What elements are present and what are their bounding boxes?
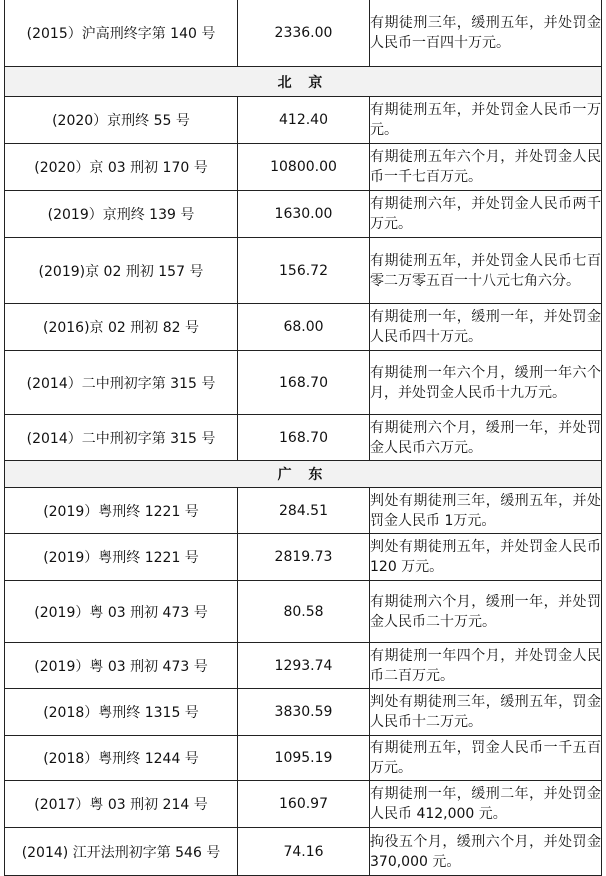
sentence-cell: 判处有期徒刑三年，缓刑五年，罚金人民币十二万元。 bbox=[370, 689, 602, 736]
amount-cell: 1630.00 bbox=[238, 191, 370, 238]
table-row bbox=[5, 351, 602, 415]
case-number-cell: (2014）二中刑初字第 315 号 bbox=[5, 351, 238, 415]
sentence-cell: 有期徒刑一年，缓刑一年，并处罚金人民币四十万元。 bbox=[370, 304, 602, 351]
sentence-cell: 有期徒刑三年，缓刑五年，并处罚金人民币一百四十万元。 bbox=[370, 0, 602, 67]
table-row bbox=[5, 144, 602, 191]
table-row bbox=[5, 415, 602, 461]
table-row bbox=[5, 689, 602, 736]
amount-cell: 10800.00 bbox=[238, 144, 370, 191]
case-number-cell: (2018）粤刑终 1244 号 bbox=[5, 736, 238, 781]
amount-cell: 168.70 bbox=[238, 415, 370, 461]
amount-cell: 412.40 bbox=[238, 97, 370, 144]
sentence-cell: 有期徒刑六个月，缓刑一年，并处罚金人民币六万元。 bbox=[370, 415, 602, 461]
sentence-cell: 有期徒刑一年四个月，并处罚金人民币二百万元。 bbox=[370, 643, 602, 689]
amount-cell: 160.97 bbox=[238, 781, 370, 828]
amount-cell: 68.00 bbox=[238, 304, 370, 351]
table-row bbox=[5, 488, 602, 534]
sentence-cell: 有期徒刑六个月，缓刑一年，并处罚金人民币二十万元。 bbox=[370, 581, 602, 643]
region-header-beijing: 北 京 bbox=[5, 67, 602, 97]
table-row bbox=[5, 581, 602, 643]
table-row bbox=[5, 781, 602, 828]
sentence-cell: 判处有期徒刑五年，并处罚金人民币 120 万元。 bbox=[370, 534, 602, 581]
case-number-cell: (2019）粤刑终 1221 号 bbox=[5, 488, 238, 534]
case-number-cell: (2019)京 02 刑初 157 号 bbox=[5, 238, 238, 304]
sentence-cell: 有期徒刑五年，并处罚金人民币七百零二万零五百一十八元七角六分。 bbox=[370, 238, 602, 304]
sentence-cell: 判处有期徒刑三年，缓刑五年，并处罚金人民币 1万元。 bbox=[370, 488, 602, 534]
case-number-cell: (2018）粤刑终 1315 号 bbox=[5, 689, 238, 736]
sentence-cell: 有期徒刑一年六个月，缓刑一年六个月，并处罚金人民币十九万元。 bbox=[370, 351, 602, 415]
table-row bbox=[5, 304, 602, 351]
amount-cell: 168.70 bbox=[238, 351, 370, 415]
sentence-cell: 有期徒刑五年，罚金人民币一千五百万元。 bbox=[370, 736, 602, 781]
case-number-cell: (2019）粤 03 刑初 473 号 bbox=[5, 581, 238, 643]
amount-cell: 3830.59 bbox=[238, 689, 370, 736]
sentence-cell: 有期徒刑六年，并处罚金人民币两千万元。 bbox=[370, 191, 602, 238]
case-number-cell: (2020）京 03 刑初 170 号 bbox=[5, 144, 238, 191]
case-number-cell: (2014）二中刑初字第 315 号 bbox=[5, 415, 238, 461]
amount-cell: 2336.00 bbox=[238, 0, 370, 67]
region-header-guangdong: 广 东 bbox=[5, 461, 602, 488]
region-header-row bbox=[5, 461, 602, 488]
case-number-cell: (2016)京 02 刑初 82 号 bbox=[5, 304, 238, 351]
sentence-cell: 有期徒刑五年六个月，并处罚金人民币一千七百万元。 bbox=[370, 144, 602, 191]
case-number-cell: (2019）京刑终 139 号 bbox=[5, 191, 238, 238]
case-number-cell: (2015）沪高刑终字第 140 号 bbox=[5, 0, 238, 67]
case-number-cell: (2020）京刑终 55 号 bbox=[5, 97, 238, 144]
sentence-cell: 有期徒刑五年，并处罚金人民币一万元。 bbox=[370, 97, 602, 144]
amount-cell: 2819.73 bbox=[238, 534, 370, 581]
table-row bbox=[5, 238, 602, 304]
amount-cell: 1095.19 bbox=[238, 736, 370, 781]
cases-table bbox=[4, 0, 602, 876]
table-row bbox=[5, 736, 602, 781]
case-number-cell: (2017）粤 03 刑初 214 号 bbox=[5, 781, 238, 828]
amount-cell: 1293.74 bbox=[238, 643, 370, 689]
table-row bbox=[5, 97, 602, 144]
amount-cell: 284.51 bbox=[238, 488, 370, 534]
table-row bbox=[5, 191, 602, 238]
case-number-cell: (2019）粤 03 刑初 473 号 bbox=[5, 643, 238, 689]
table-row bbox=[5, 828, 602, 876]
amount-cell: 74.16 bbox=[238, 828, 370, 876]
case-number-cell: (2014) 江开法刑初字第 546 号 bbox=[5, 828, 238, 876]
case-number-cell: (2019）粤刑终 1221 号 bbox=[5, 534, 238, 581]
table-row bbox=[5, 643, 602, 689]
sentence-cell: 拘役五个月，缓刑六个月，并处罚金 370,000 元。 bbox=[370, 828, 602, 876]
sentence-cell: 有期徒刑一年，缓刑二年，并处罚金人民币 412,000 元。 bbox=[370, 781, 602, 828]
table-row bbox=[5, 0, 602, 67]
amount-cell: 80.58 bbox=[238, 581, 370, 643]
region-header-row bbox=[5, 67, 602, 97]
table-row bbox=[5, 534, 602, 581]
amount-cell: 156.72 bbox=[238, 238, 370, 304]
